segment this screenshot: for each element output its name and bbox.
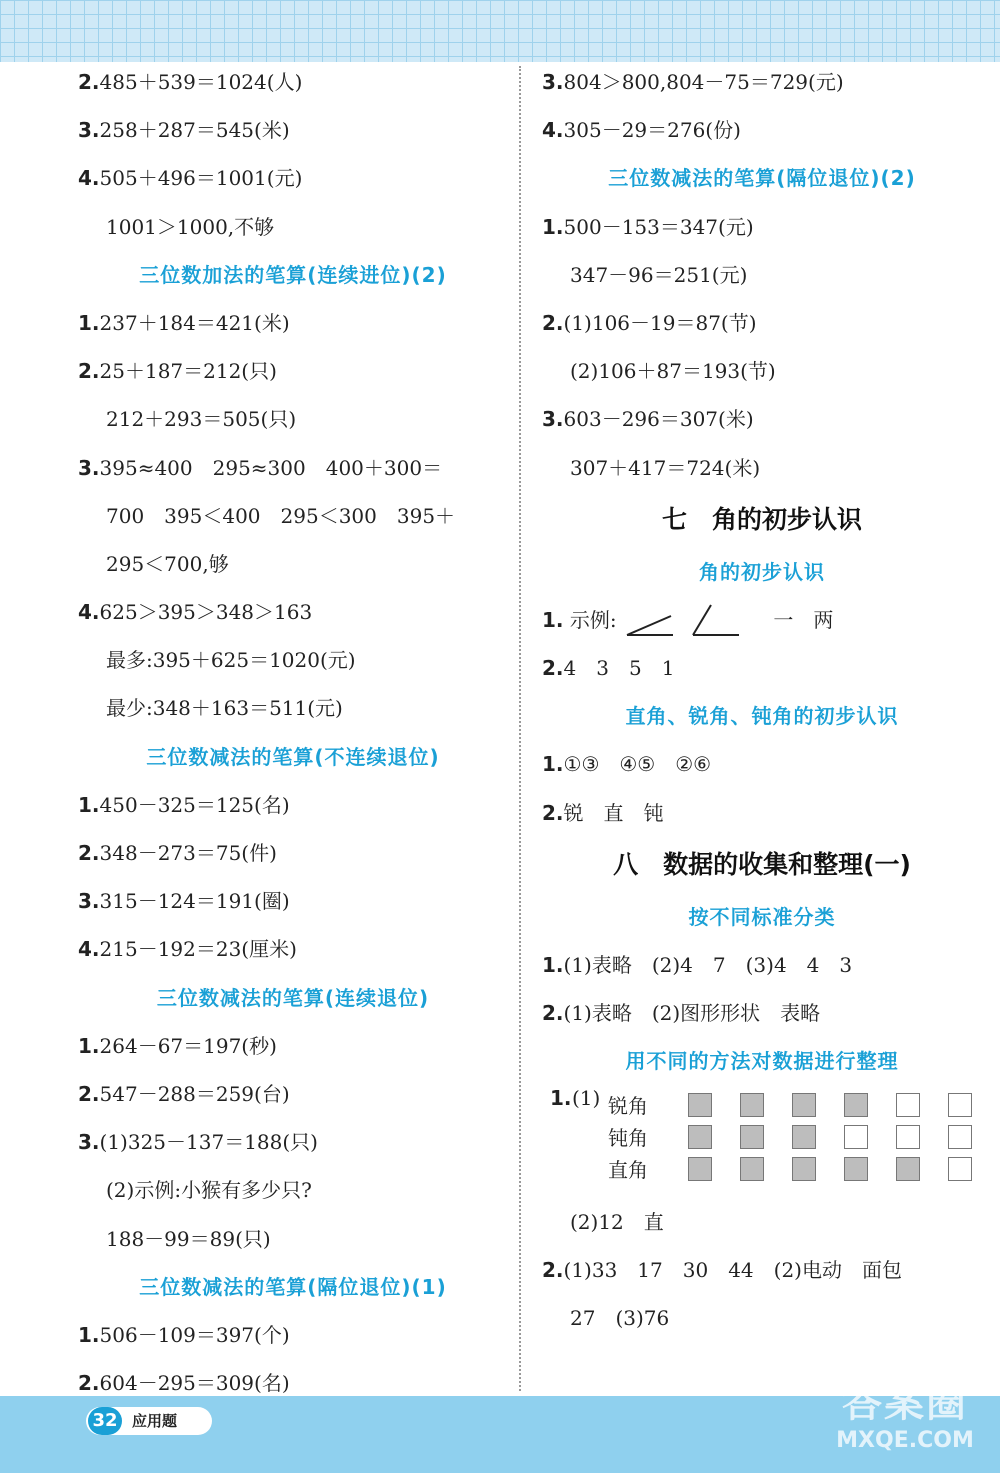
answer-text: 4 3 5 1 xyxy=(563,656,675,681)
answer-text: 315－124＝191(圈) xyxy=(99,889,290,914)
answer-text: 示例: xyxy=(569,607,617,632)
question-number: 2. xyxy=(78,841,100,865)
answer-text: 395≈400 295≈300 400＋300＝ xyxy=(99,455,443,480)
answer-line xyxy=(78,1311,508,1359)
question-part: (1) xyxy=(572,1085,601,1110)
answer-line xyxy=(78,347,508,395)
answer-text: 604－295＝309(名) xyxy=(99,1371,290,1396)
section-title: 三位数减法的笔算(隔位退位)(1) xyxy=(139,1274,447,1299)
grid-cell-empty xyxy=(948,1093,972,1117)
question-number: 3. xyxy=(78,1130,100,1155)
answer-line xyxy=(542,251,982,299)
answer-line xyxy=(78,444,508,492)
question-number: 1. xyxy=(542,752,564,777)
answer-line xyxy=(78,1070,508,1118)
answer-line xyxy=(542,347,982,395)
column-divider xyxy=(519,66,521,1391)
answer-text: 27 (3)76 xyxy=(570,1305,670,1330)
question-number: 2. xyxy=(542,1001,564,1026)
grid-cell-empty xyxy=(844,1125,868,1149)
answer-line xyxy=(78,299,508,347)
footer-label: 应用题 xyxy=(132,1412,178,1430)
section-title: 角的初步认识 xyxy=(699,559,825,584)
question-number: 1. xyxy=(78,1322,100,1347)
question-number: 1. xyxy=(550,1085,572,1110)
answer-text: 505＋496＝1001(元) xyxy=(99,166,303,191)
section-title: 直角、锐角、钝角的初步认识 xyxy=(625,704,899,729)
answer-line xyxy=(542,203,982,251)
answer-line xyxy=(78,877,508,925)
answer-line xyxy=(78,684,508,732)
grid-row-label: 锐角 xyxy=(608,1093,648,1118)
answer-text: 1001＞1000,不够 xyxy=(106,214,275,239)
section-title: 三位数减法的笔算(隔位退位)(2) xyxy=(608,166,916,191)
section-title: 用不同的方法对数据进行整理 xyxy=(625,1049,899,1074)
answer-line xyxy=(78,154,508,202)
answer-line xyxy=(542,941,982,989)
answer-line xyxy=(78,925,508,973)
left-column xyxy=(78,58,508,1407)
question-number: 3. xyxy=(78,455,100,480)
answer-line xyxy=(542,1294,982,1342)
question-number: 2. xyxy=(78,70,100,94)
answer-text: 506－109＝397(个) xyxy=(99,1322,290,1347)
answer-text: 305－29＝276(份) xyxy=(563,118,741,143)
answer-text: 500－153＝347(元) xyxy=(563,214,754,239)
answer-text: 603－296＝307(米) xyxy=(563,407,754,432)
right-column xyxy=(542,58,982,1342)
answer-line xyxy=(542,989,982,1037)
question-number: 1. xyxy=(542,607,564,632)
answer-line xyxy=(78,1118,508,1166)
question-number: 4. xyxy=(542,118,564,143)
answer-text: 237＋184＝421(米) xyxy=(99,310,290,335)
section-title: 按不同标准分类 xyxy=(688,904,836,929)
answer-text: 25＋187＝212(只) xyxy=(99,359,277,384)
question-number: 4. xyxy=(78,600,100,625)
answer-text: 485＋539＝1024(人) xyxy=(99,70,303,94)
question-number: 1. xyxy=(78,310,100,335)
answer-text: ①③ ④⑤ ②⑥ xyxy=(563,752,712,777)
grid-row-label: 钝角 xyxy=(608,1125,648,1150)
grid-cell-empty xyxy=(896,1093,920,1117)
answer-line xyxy=(78,588,508,636)
answer-text: (1)33 17 30 44 (2)电动 面包 xyxy=(563,1257,902,1282)
answer-text: (1)表略 (2)图形形状 表略 xyxy=(563,1001,821,1026)
answer-text: 450－325＝125(名) xyxy=(99,792,290,817)
question-number: 1. xyxy=(542,214,564,239)
answer-line xyxy=(542,789,982,837)
section-title: 三位数减法的笔算(连续退位) xyxy=(156,985,430,1010)
grid-cell-filled xyxy=(740,1093,764,1117)
page-number: 32 xyxy=(88,1407,122,1435)
answer-text: 215－192＝23(厘米) xyxy=(99,937,297,962)
answer-line xyxy=(78,1166,508,1214)
answer-text: 258＋287＝545(米) xyxy=(99,118,290,143)
answer-line xyxy=(542,596,982,644)
answer-text: 188－99＝89(只) xyxy=(106,1226,271,1251)
answer-text: 307＋417＝724(米) xyxy=(570,455,761,480)
question-number: 3. xyxy=(78,118,100,143)
question-number: 1. xyxy=(542,953,564,977)
answer-text: (1)106－19＝87(节) xyxy=(563,310,757,335)
question-number: 3. xyxy=(542,407,564,432)
answer-text: 212＋293＝505(只) xyxy=(106,407,297,432)
answer-line xyxy=(542,299,982,347)
answer-line xyxy=(78,1215,508,1263)
answer-line xyxy=(542,644,982,692)
answer-text: (1)325－137＝188(只) xyxy=(99,1130,318,1155)
grid-cell-filled xyxy=(792,1157,816,1181)
grid-cell-filled xyxy=(844,1093,868,1117)
answer-line xyxy=(78,58,508,106)
answer-line xyxy=(542,58,982,106)
question-number: 4. xyxy=(78,937,100,962)
answer-text: 804＞800,804－75＝729(元) xyxy=(563,70,844,94)
section-title: 三位数减法的笔算(不连续退位) xyxy=(146,744,440,769)
grid-cell-filled xyxy=(688,1125,712,1149)
question-number: 2. xyxy=(78,1081,100,1106)
answer-text: (2)12 直 xyxy=(570,1209,664,1234)
question-number: 3. xyxy=(542,70,564,94)
answer-text: 347－96＝251(元) xyxy=(570,262,748,287)
answer-text: 锐 直 钝 xyxy=(563,800,664,825)
answer-line xyxy=(78,540,508,588)
answer-line xyxy=(542,1246,982,1294)
grid-cell-empty xyxy=(948,1157,972,1181)
answer-text: 625＞395＞348＞163 xyxy=(99,600,313,625)
answer-line xyxy=(542,106,982,154)
question-number: 2. xyxy=(542,310,564,335)
question-number: 2. xyxy=(542,1257,564,1282)
question-number: 1. xyxy=(78,1033,100,1058)
answer-line xyxy=(78,1022,508,1070)
grid-cell-empty xyxy=(896,1125,920,1149)
answer-text: 348－273＝75(件) xyxy=(99,841,277,865)
answer-line xyxy=(78,781,508,829)
answer-line xyxy=(78,106,508,154)
question-number: 1. xyxy=(78,792,100,817)
answer-line xyxy=(542,444,982,492)
question-number: 2. xyxy=(542,656,564,681)
question-number: 3. xyxy=(78,889,100,914)
angle-examples-figure xyxy=(623,599,753,643)
watermark-logo: 答案圈 MXQE.COM xyxy=(836,1380,974,1453)
question-number: 4. xyxy=(78,166,100,191)
top-grid-band xyxy=(0,0,1000,62)
grid-cell-filled xyxy=(740,1157,764,1181)
answer-text: 264－67＝197(秒) xyxy=(99,1033,277,1058)
grid-cell-filled xyxy=(896,1157,920,1181)
grid-cell-filled xyxy=(844,1157,868,1181)
question-number: 2. xyxy=(78,359,100,384)
answer-line xyxy=(78,829,508,877)
answer-line xyxy=(78,636,508,684)
answer-line xyxy=(542,395,982,443)
answer-line xyxy=(78,492,508,540)
answer-text: 547－288＝259(台) xyxy=(99,1081,290,1106)
tally-grid xyxy=(542,1086,982,1194)
answer-text: (2)106＋87＝193(节) xyxy=(570,359,776,384)
answer-line xyxy=(78,203,508,251)
answer-line xyxy=(542,1198,982,1246)
answer-text: 最多:395＋625＝1020(元) xyxy=(106,648,356,673)
answer-text: (2)示例:小猴有多少只? xyxy=(106,1178,312,1203)
grid-cell-filled xyxy=(688,1157,712,1181)
grid-row-label: 直角 xyxy=(608,1157,648,1182)
question-number: 2. xyxy=(542,800,564,825)
section-title: 三位数加法的笔算(连续进位)(2) xyxy=(139,262,447,287)
grid-cell-filled xyxy=(792,1093,816,1117)
answer-text: 700 395＜400 295＜300 395＋ xyxy=(106,503,456,528)
grid-cell-filled xyxy=(792,1125,816,1149)
grid-cell-empty xyxy=(948,1125,972,1149)
answer-line xyxy=(78,395,508,443)
question-number: 2. xyxy=(78,1371,100,1396)
answer-line xyxy=(542,740,982,788)
grid-cell-filled xyxy=(740,1125,764,1149)
answer-text: 一 两 xyxy=(773,607,834,632)
chapter-8-title: 八 数据的收集和整理(一) xyxy=(613,849,911,879)
chapter-7-title: 七 角的初步认识 xyxy=(661,504,862,534)
answer-text: (1)表略 (2)4 7 (3)4 4 3 xyxy=(563,953,853,977)
answer-text: 295＜700,够 xyxy=(106,551,229,576)
grid-cell-filled xyxy=(688,1093,712,1117)
answer-text: 最少:348＋163＝511(元) xyxy=(106,696,343,721)
